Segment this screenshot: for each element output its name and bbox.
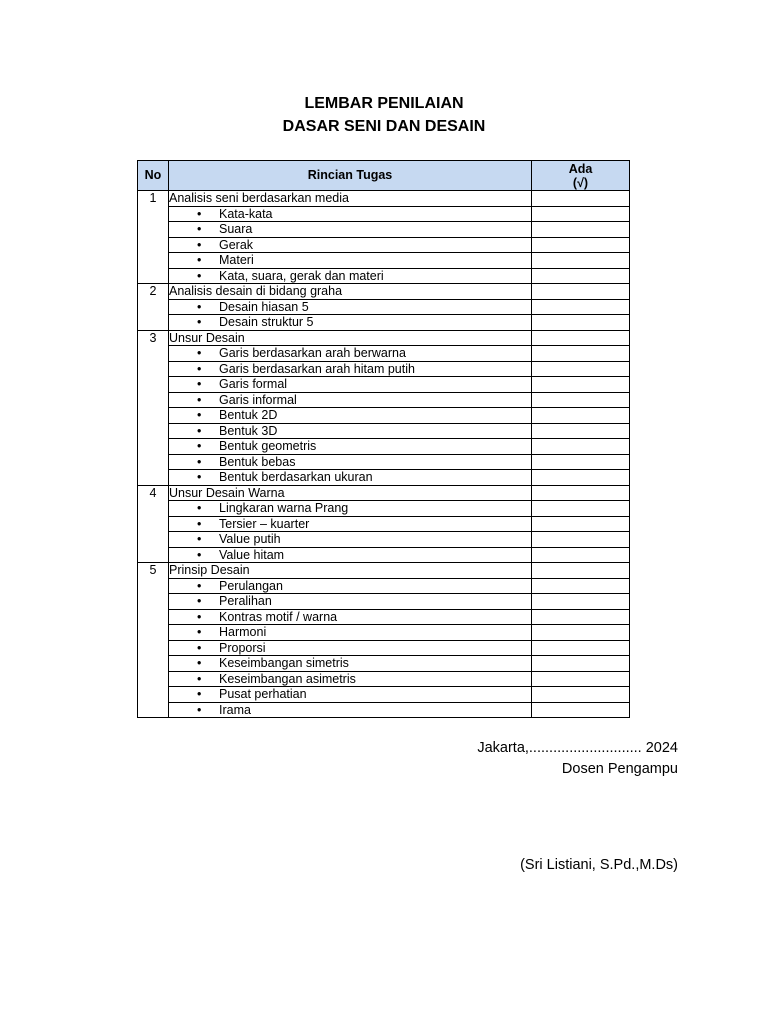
row-number — [138, 625, 169, 641]
item-label: Bentuk berdasarkan ukuran — [219, 470, 373, 484]
table-row — [138, 377, 630, 393]
row-number — [138, 346, 169, 362]
table-row — [138, 656, 630, 672]
item-label: Kontras motif / warna — [219, 609, 338, 624]
ada-checkbox-cell[interactable] — [532, 408, 630, 424]
item-label: Irama — [219, 702, 251, 717]
table-row — [138, 206, 630, 222]
bullet-icon: • — [197, 361, 202, 376]
bullet-icon: • — [197, 439, 202, 453]
item-label: Keseimbangan asimetris — [219, 671, 356, 686]
table-row — [138, 687, 630, 703]
list-item — [169, 315, 532, 331]
list-item — [169, 687, 532, 703]
list-item — [169, 439, 532, 455]
bullet-icon: • — [197, 408, 202, 422]
ada-checkbox-cell[interactable] — [532, 702, 630, 718]
row-number: 3 — [138, 330, 169, 346]
list-item — [169, 671, 532, 687]
bullet-icon: • — [197, 423, 202, 438]
ada-checkbox-cell[interactable] — [532, 222, 630, 238]
ada-checkbox-cell[interactable] — [532, 671, 630, 687]
table-row — [138, 408, 630, 424]
table-row — [138, 640, 630, 656]
group-title: Unsur Desain — [169, 330, 532, 346]
signature-name: (Sri Listiani, S.Pd.,M.Ds) — [520, 857, 678, 873]
row-number — [138, 454, 169, 470]
bullet-icon: • — [197, 578, 202, 593]
bullet-icon: • — [197, 547, 202, 562]
header-task: Rincian Tugas — [169, 161, 532, 191]
ada-checkbox-cell[interactable] — [532, 191, 630, 207]
list-item — [169, 501, 532, 517]
table-row — [138, 532, 630, 548]
row-number — [138, 299, 169, 315]
list-item — [169, 408, 532, 424]
bullet-icon: • — [197, 454, 202, 469]
ada-checkbox-cell[interactable] — [532, 470, 630, 486]
bullet-icon: • — [197, 656, 202, 670]
group-title: Prinsip Desain — [169, 563, 532, 579]
bullet-icon: • — [197, 315, 202, 329]
bullet-icon: • — [197, 609, 202, 624]
table-row — [138, 361, 630, 377]
list-item — [169, 392, 532, 408]
ada-checkbox-cell[interactable] — [532, 299, 630, 315]
list-item — [169, 578, 532, 594]
table-row — [138, 346, 630, 362]
list-item — [169, 299, 532, 315]
item-label: Pusat perhatian — [219, 687, 307, 701]
ada-checkbox-cell[interactable] — [532, 516, 630, 532]
ada-checkbox-cell[interactable] — [532, 361, 630, 377]
row-number — [138, 609, 169, 625]
item-label: Perulangan — [219, 578, 283, 593]
bullet-icon: • — [197, 625, 202, 639]
ada-checkbox-cell[interactable] — [532, 454, 630, 470]
item-label: Desain struktur 5 — [219, 315, 314, 329]
list-item — [169, 237, 532, 253]
list-item — [169, 423, 532, 439]
item-label: Garis informal — [219, 392, 297, 407]
item-label: Garis berdasarkan arah berwarna — [219, 346, 406, 360]
ada-checkbox-cell[interactable] — [532, 547, 630, 563]
table-row — [138, 439, 630, 455]
bullet-icon: • — [197, 501, 202, 515]
list-item — [169, 532, 532, 548]
row-number: 2 — [138, 284, 169, 300]
item-label: Suara — [219, 222, 253, 236]
ada-checkbox-cell[interactable] — [532, 206, 630, 222]
table-row — [138, 222, 630, 238]
header-ada — [532, 161, 630, 191]
item-label: Kata, suara, gerak dan materi — [219, 268, 384, 283]
row-number — [138, 377, 169, 393]
row-number — [138, 206, 169, 222]
ada-checkbox-cell[interactable] — [532, 594, 630, 610]
group-title: Analisis desain di bidang graha — [169, 284, 532, 300]
row-number — [138, 253, 169, 269]
ada-checkbox-cell[interactable] — [532, 687, 630, 703]
table-row — [138, 423, 630, 439]
row-number — [138, 640, 169, 656]
list-item — [169, 640, 532, 656]
ada-checkbox-cell[interactable] — [532, 609, 630, 625]
ada-checkbox-cell[interactable] — [532, 346, 630, 362]
bullet-icon: • — [197, 687, 202, 701]
row-number: 5 — [138, 563, 169, 579]
bullet-icon: • — [197, 392, 202, 407]
row-number — [138, 578, 169, 594]
ada-checkbox-cell[interactable] — [532, 284, 630, 300]
table-row — [138, 392, 630, 408]
ada-checkbox-cell[interactable] — [532, 253, 630, 269]
table-row — [138, 501, 630, 517]
bullet-icon: • — [197, 671, 202, 686]
bullet-icon: • — [197, 237, 202, 252]
table-body — [138, 191, 630, 718]
list-item — [169, 361, 532, 377]
ada-checkbox-cell[interactable] — [532, 423, 630, 439]
ada-checkbox-cell[interactable] — [532, 625, 630, 641]
list-item — [169, 268, 532, 284]
ada-checkbox-cell[interactable] — [532, 532, 630, 548]
item-label: Harmoni — [219, 625, 267, 639]
table-row — [138, 609, 630, 625]
item-label: Kata-kata — [219, 206, 273, 221]
row-number — [138, 547, 169, 563]
ada-checkbox-cell[interactable] — [532, 439, 630, 455]
header-no: No — [138, 161, 169, 191]
ada-checkbox-cell[interactable] — [532, 640, 630, 656]
row-number — [138, 237, 169, 253]
table-row — [138, 563, 630, 579]
item-label: Peralihan — [219, 594, 272, 608]
table-row — [138, 454, 630, 470]
list-item — [169, 609, 532, 625]
bullet-icon: • — [197, 516, 202, 531]
bullet-icon: • — [197, 377, 202, 391]
table-row — [138, 237, 630, 253]
row-number: 1 — [138, 191, 169, 207]
table-header-row — [138, 161, 630, 191]
row-number — [138, 470, 169, 486]
bullet-icon: • — [197, 594, 202, 608]
bullet-icon: • — [197, 253, 202, 267]
item-label: Keseimbangan simetris — [219, 656, 349, 670]
item-label: Tersier – kuarter — [219, 516, 310, 531]
item-label: Desain hiasan 5 — [219, 299, 309, 314]
table-row — [138, 671, 630, 687]
table-row — [138, 299, 630, 315]
bullet-icon: • — [197, 532, 202, 546]
ada-checkbox-cell[interactable] — [532, 315, 630, 331]
list-item — [169, 547, 532, 563]
document-title: LEMBAR PENILAIAN — [304, 95, 464, 112]
row-number: 4 — [138, 485, 169, 501]
row-number — [138, 501, 169, 517]
row-number — [138, 702, 169, 718]
item-label: Proporsi — [219, 640, 266, 655]
bullet-icon: • — [197, 702, 202, 717]
row-number — [138, 222, 169, 238]
item-label: Gerak — [219, 237, 254, 252]
bullet-icon: • — [197, 206, 202, 221]
row-number — [138, 439, 169, 455]
item-label: Bentuk 3D — [219, 423, 278, 438]
ada-checkbox-cell[interactable] — [532, 392, 630, 408]
row-number — [138, 656, 169, 672]
table-row — [138, 470, 630, 486]
table-row — [138, 516, 630, 532]
row-number — [138, 408, 169, 424]
group-title: Analisis seni berdasarkan media — [169, 191, 532, 207]
list-item — [169, 377, 532, 393]
table-row — [138, 702, 630, 718]
table-row — [138, 315, 630, 331]
list-item — [169, 206, 532, 222]
item-label: Garis berdasarkan arah hitam putih — [219, 361, 415, 376]
item-label: Bentuk geometris — [219, 439, 317, 453]
list-item — [169, 454, 532, 470]
ada-checkbox-cell[interactable] — [532, 501, 630, 517]
ada-checkbox-cell[interactable] — [532, 237, 630, 253]
item-label: Value putih — [219, 532, 281, 546]
table-row — [138, 330, 630, 346]
row-number — [138, 392, 169, 408]
bullet-icon: • — [197, 346, 202, 360]
list-item — [169, 702, 532, 718]
row-number — [138, 423, 169, 439]
list-item — [169, 516, 532, 532]
list-item — [169, 594, 532, 610]
ada-checkbox-cell[interactable] — [532, 268, 630, 284]
table-row — [138, 578, 630, 594]
bullet-icon: • — [197, 470, 202, 484]
table-row — [138, 191, 630, 207]
signature-place-date: Jakarta,............................ 2024 — [477, 740, 678, 756]
ada-checkbox-cell[interactable] — [532, 377, 630, 393]
row-number — [138, 687, 169, 703]
bullet-icon: • — [197, 640, 202, 655]
table-row — [138, 485, 630, 501]
row-number — [138, 516, 169, 532]
row-number — [138, 268, 169, 284]
header-ada-label: Ada — [568, 161, 593, 176]
assessment-table — [137, 160, 630, 718]
item-label: Materi — [219, 253, 254, 267]
ada-checkbox-cell[interactable] — [532, 330, 630, 346]
list-item — [169, 625, 532, 641]
list-item — [169, 253, 532, 269]
item-label: Bentuk 2D — [219, 408, 278, 422]
row-number — [138, 315, 169, 331]
header-ada-check: (√) — [572, 175, 589, 190]
table-row — [138, 284, 630, 300]
ada-checkbox-cell[interactable] — [532, 485, 630, 501]
table-row — [138, 547, 630, 563]
row-number — [138, 532, 169, 548]
row-number — [138, 594, 169, 610]
row-number — [138, 671, 169, 687]
bullet-icon: • — [197, 222, 202, 236]
table-row — [138, 268, 630, 284]
ada-checkbox-cell[interactable] — [532, 563, 630, 579]
row-number — [138, 361, 169, 377]
group-title: Unsur Desain Warna — [169, 485, 532, 501]
table-row — [138, 594, 630, 610]
list-item — [169, 346, 532, 362]
document-subtitle: DASAR SENI DAN DESAIN — [282, 118, 486, 135]
list-item — [169, 656, 532, 672]
list-item — [169, 222, 532, 238]
item-label: Lingkaran warna Prang — [219, 501, 349, 515]
bullet-icon: • — [197, 268, 202, 283]
table-row — [138, 253, 630, 269]
item-label: Garis formal — [219, 377, 288, 391]
bullet-icon: • — [197, 299, 202, 314]
table-row — [138, 625, 630, 641]
ada-checkbox-cell[interactable] — [532, 578, 630, 594]
item-label: Value hitam — [219, 547, 285, 562]
list-item — [169, 470, 532, 486]
item-label: Bentuk bebas — [219, 454, 296, 469]
ada-checkbox-cell[interactable] — [532, 656, 630, 672]
signature-role: Dosen Pengampu — [561, 761, 678, 777]
